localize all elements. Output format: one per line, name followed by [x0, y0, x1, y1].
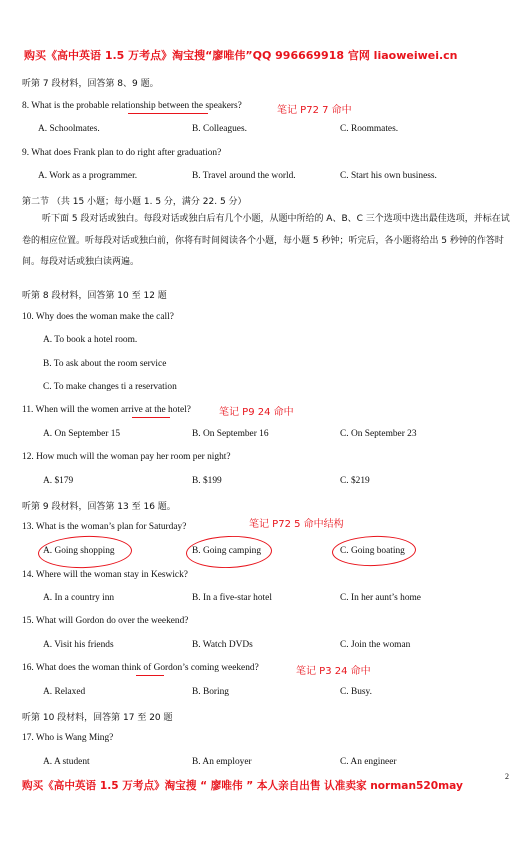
option-b: B. Colleagues.: [192, 124, 247, 134]
option-c: C. Join the woman: [340, 640, 411, 650]
option-c: C. On September 23: [340, 429, 417, 439]
option-c: C. To make changes ti a reservation: [43, 382, 177, 392]
option-c: C. Roommates.: [340, 124, 399, 134]
annotation-underline: [136, 675, 164, 676]
option-a: A. Relaxed: [43, 687, 86, 697]
option-c: C. Busy.: [340, 687, 372, 697]
option-a: A. Schoolmates.: [38, 124, 100, 134]
question-9: 9. What does Frank plan to do right after graduation?: [22, 148, 222, 158]
section-2-heading: 第二节 （共 15 小题；每小题 1. 5 分，满分 22. 5 分）: [22, 197, 247, 207]
option-b: B. On September 16: [192, 429, 269, 439]
option-c: C. $219: [340, 476, 370, 486]
option-b: B. An employer: [192, 757, 252, 767]
annotation-circle: [332, 535, 417, 568]
option-b: B. Boring: [192, 687, 229, 697]
option-a: A. In a country inn: [43, 593, 115, 603]
annotation-note: 笔记 P72 7 命中: [277, 105, 352, 116]
question-8: 8. What is the probable relationship between the speakers?: [22, 101, 242, 111]
option-a: A. Going shopping: [43, 546, 115, 556]
question-13: 13. What is the woman’s plan for Saturday?: [22, 522, 187, 532]
section-intro-10: 听第 10 段材料，回答第 17 至 20 题: [22, 713, 173, 723]
question-17: 17. Who is Wang Ming?: [22, 733, 114, 743]
annotation-note: 笔记 P9 24 命中: [219, 407, 294, 418]
question-15: 15. What will Gordon do over the weekend?: [22, 616, 189, 626]
annotation-circle: [185, 535, 272, 570]
footer-banner: 购买《高中英语 1.5 万考点》淘宝搜 “ 廖唯伟 ” 本人亲自出售 认准卖家 norman520may: [22, 780, 463, 792]
question-11: 11. When will the women arrive at the hotel?: [22, 405, 191, 415]
section-intro-8: 听第 8 段材料，回答第 10 至 12 题: [22, 291, 167, 301]
option-c: C. An engineer: [340, 757, 397, 767]
question-10: 10. Why does the woman make the call?: [22, 312, 174, 322]
option-b: B. To ask about the room service: [43, 359, 167, 369]
option-b: B. Travel around the world.: [192, 171, 296, 181]
question-16: 16. What does the woman think of Gordon’s coming weekend?: [22, 663, 259, 673]
question-14: 14. Where will the woman stay in Keswick?: [22, 570, 188, 580]
option-a: A. Visit his friends: [43, 640, 114, 650]
option-b: B. Going camping: [192, 546, 262, 556]
annotation-note: 笔记 P72 5 命中结构: [249, 519, 344, 530]
option-b: B. Watch DVDs: [192, 640, 253, 650]
instructions-paragraph: 听下面 5 段对话或独白。每段对话或独白后有几个小题，从题中所给的 A、B、C 三个选项中选出最佳选项，并标在试卷的相应位置。听每段对话或独白前，你将有时间阅读各个小题，每小题 5 秒钟；听完后，各小题将给出 5 秒钟的作答时间。每段对话或独白读两遍。: [22, 214, 510, 267]
section-intro-7: 听第 7 段材料，回答第 8、9 题。: [22, 79, 159, 89]
annotation-note: 笔记 P3 24 命中: [296, 666, 371, 677]
question-12: 12. How much will the woman pay her room per night?: [22, 452, 231, 462]
option-c: C. In her aunt’s home: [340, 593, 421, 603]
header-banner: 购买《高中英语 1.5 万考点》淘宝搜“廖唯伟”QQ 996669918 官网 liaoweiwei.cn: [24, 49, 458, 62]
option-a: A. $179: [43, 476, 74, 486]
option-a: A. A student: [43, 757, 90, 767]
option-b: B. $199: [192, 476, 222, 486]
option-a: A. To book a hotel room.: [43, 335, 138, 345]
annotation-underline: [132, 417, 170, 418]
option-b: B. In a five-star hotel: [192, 593, 272, 603]
option-c: C. Start his own business.: [340, 171, 437, 181]
annotation-underline: [128, 113, 208, 114]
annotation-circle: [37, 534, 132, 569]
option-c: C. Going boating: [340, 546, 405, 556]
section-intro-9: 听第 9 段材料，回答第 13 至 16 题。: [22, 502, 176, 512]
option-a: A. On September 15: [43, 429, 121, 439]
option-a: A. Work as a programmer.: [38, 171, 138, 181]
page-number: 2: [505, 772, 509, 781]
